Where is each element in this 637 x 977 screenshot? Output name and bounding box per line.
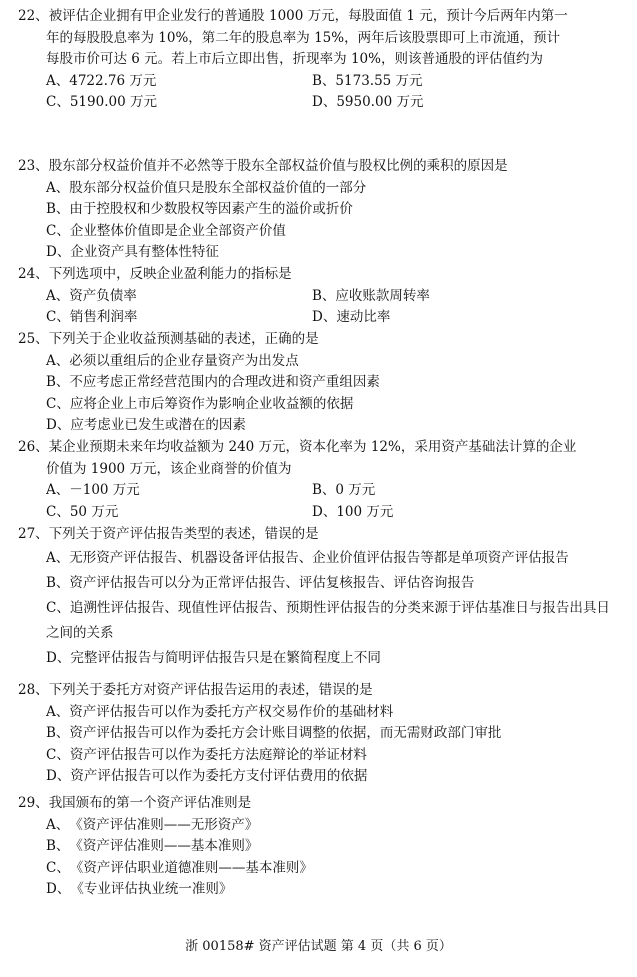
option-d: D、完整评估报告与简明评估报告只是在繁简程度上不同 bbox=[46, 649, 381, 666]
question-number: 29、 bbox=[18, 795, 49, 811]
option-c: C、5190.00 万元 bbox=[46, 94, 157, 110]
question-22 bbox=[18, 6, 618, 114]
stem-line: 下列关于资产评估报告类型的表述，错误的是 bbox=[48, 526, 319, 542]
option-list bbox=[18, 480, 618, 523]
option-d: D、应考虑业已发生或潜在的因素 bbox=[46, 417, 246, 433]
stem-line: 下列关于委托方对资产评估报告运用的表述，错误的是 bbox=[48, 682, 373, 698]
option-c: C、《资产评估职业道德准则——基本准则》 bbox=[46, 859, 313, 876]
question-29 bbox=[18, 793, 618, 901]
question-number: 25、 bbox=[18, 331, 49, 347]
option-b: B、资产评估报告可以作为委托方会计账目调整的依据，而无需财政部门审批 bbox=[46, 725, 502, 741]
option-d: D、《专业评估执业统一准则》 bbox=[46, 881, 233, 897]
question-24 bbox=[18, 264, 618, 329]
stem-line: 价值为 1900 万元，该企业商誉的价值为 bbox=[46, 460, 292, 477]
option-c: C、追溯性评估报告、现值性评估报告、预期性评估报告的分类来源于评估基准日与报告出具日之间的关系 bbox=[46, 599, 610, 641]
option-list bbox=[18, 71, 618, 114]
option-list bbox=[18, 815, 618, 901]
option-d: D、企业资产具有整体性特征 bbox=[46, 244, 219, 260]
question-stem bbox=[18, 156, 618, 178]
question-stem bbox=[18, 680, 618, 702]
option-c: C、销售利润率 bbox=[46, 309, 138, 325]
question-number: 23、 bbox=[18, 158, 49, 174]
question-number: 22、 bbox=[18, 8, 49, 24]
question-number: 24、 bbox=[18, 266, 49, 282]
option-b: B、由于控股权和少数股权等因素产生的溢价或折价 bbox=[46, 201, 353, 217]
stem-line: 下列选项中，反映企业盈利能力的指标是 bbox=[48, 266, 292, 282]
stem-line: 我国颁布的第一个资产评估准则是 bbox=[48, 795, 252, 811]
stem-line: 被评估企业拥有甲企业发行的普通股 1000 万元，每股面值 1 元，预计今后两年内第一 bbox=[48, 8, 568, 24]
question-28 bbox=[18, 680, 618, 788]
option-a: A、－100 万元 bbox=[46, 482, 140, 498]
option-a: A、资产负债率 bbox=[46, 287, 137, 304]
option-d: D、资产评估报告可以作为委托方支付评估费用的依据 bbox=[46, 768, 368, 784]
stem-line: 下列关于企业收益预测基础的表述，正确的是 bbox=[48, 331, 319, 347]
stem-line: 某企业预期未来年均收益额为 240 万元，资本化率为 12%，采用资产基础法计算的企业 bbox=[48, 439, 577, 455]
option-b: B、应收账款周转率 bbox=[312, 287, 430, 304]
option-b: B、0 万元 bbox=[312, 482, 376, 498]
option-b: B、资产评估报告可以分为正常评估报告、评估复核报告、评估咨询报告 bbox=[46, 574, 475, 591]
option-b: B、《资产评估准则——基本准则》 bbox=[46, 838, 259, 854]
option-c: C、资产评估报告可以作为委托方法庭辩论的举证材料 bbox=[46, 746, 367, 763]
option-a: A、资产评估报告可以作为委托方产权交易作价的基础材料 bbox=[46, 703, 394, 720]
question-number: 28、 bbox=[18, 682, 49, 698]
option-c: C、企业整体价值即是企业全部资产价值 bbox=[46, 222, 286, 239]
question-stem bbox=[18, 524, 618, 546]
option-list bbox=[18, 286, 618, 329]
option-c: C、应将企业上市后筹资作为影响企业收益额的依据 bbox=[46, 395, 354, 412]
option-c: C、50 万元 bbox=[46, 503, 119, 520]
question-number: 26、 bbox=[18, 439, 49, 455]
stem-line: 股东部分权益价值并不必然等于股东全部权益价值与股权比例的乘积的原因是 bbox=[48, 158, 508, 174]
question-stem bbox=[18, 793, 618, 815]
stem-line: 年的每股股息率为 10%，第二年的股息率为 15%，两年后该股票即可上市流通，预计 bbox=[46, 29, 561, 46]
question-stem bbox=[18, 6, 618, 28]
option-d: D、5950.00 万元 bbox=[312, 94, 424, 110]
option-d: D、速动比率 bbox=[312, 309, 391, 325]
option-a: A、股东部分权益价值只是股东全部权益价值的一部分 bbox=[46, 179, 367, 196]
option-d: D、100 万元 bbox=[312, 503, 394, 520]
option-a: A、无形资产评估报告、机器设备评估报告、企业价值评估报告等都是单项资产评估报告 bbox=[46, 549, 569, 566]
option-list bbox=[18, 351, 618, 437]
page-footer: 浙 00158# 资产评估试题 第 4 页（共 6 页） bbox=[185, 939, 452, 954]
option-list bbox=[18, 178, 618, 264]
stem-line: 每股市价可达 6 元。若上市后立即出售，折现率为 10%，则该普通股的评估值约为 bbox=[46, 51, 543, 67]
option-b: B、不应考虑正常经营范围内的合理改进和资产重组因素 bbox=[46, 374, 380, 390]
question-26 bbox=[18, 437, 618, 523]
question-27 bbox=[18, 524, 618, 671]
question-stem bbox=[18, 264, 618, 286]
question-23 bbox=[18, 156, 618, 264]
option-b: B、5173.55 万元 bbox=[312, 72, 423, 89]
question-number: 27、 bbox=[18, 526, 49, 542]
option-a: A、《资产评估准则——无形资产》 bbox=[46, 816, 259, 833]
option-list bbox=[18, 702, 618, 788]
question-25 bbox=[18, 329, 618, 437]
question-stem bbox=[18, 437, 618, 459]
option-a: A、必须以重组后的企业存量资产为出发点 bbox=[46, 352, 299, 369]
option-a: A、4722.76 万元 bbox=[46, 72, 157, 89]
question-stem bbox=[18, 329, 618, 351]
option-list bbox=[18, 546, 618, 671]
